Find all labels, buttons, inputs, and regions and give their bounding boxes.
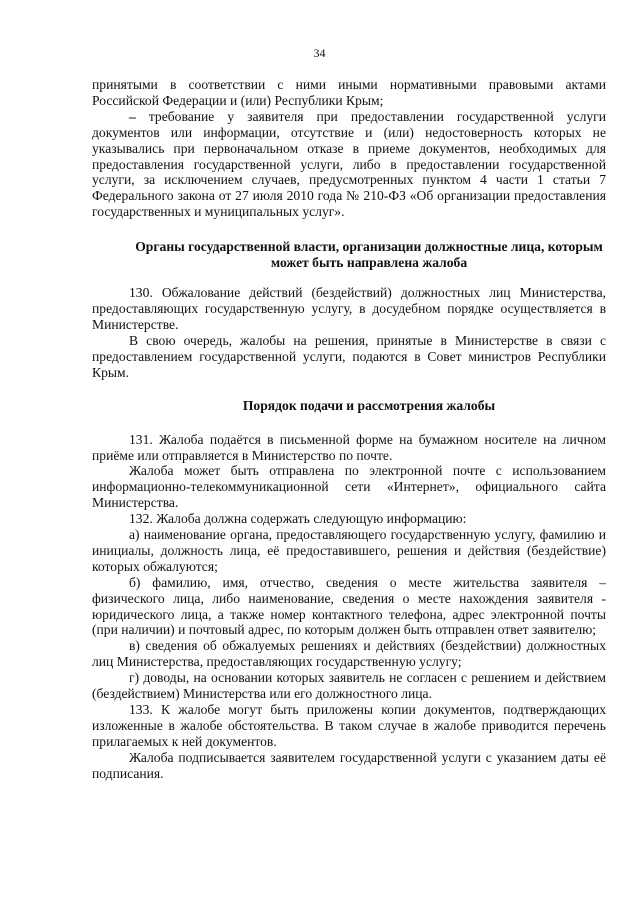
- paragraph-requirement: [92, 109, 606, 220]
- paragraph-email: Жалоба может быть отправлена по электронной почте с использованием информационно-телекоммуникационной сети «Интернет», официального сайта Министерства.: [92, 463, 606, 511]
- page-number: 34: [313, 46, 326, 60]
- list-item-g: г) доводы, на основании которых заявитель не согласен с решением и действием (бездействием) Министерства или его должностного лица.: [92, 670, 606, 702]
- paragraph-132: 132. Жалоба должна содержать следующую информацию:: [129, 511, 467, 527]
- section-heading-authorities: Органы государственной власти, организации должностные лица, которым может быть направлена жалоба: [135, 239, 603, 271]
- document-body: [92, 77, 606, 782]
- paragraph-131: 131. Жалоба подаётся в письменной форме на бумажном носителе на личном приёме или отправляется в Министерство по почте.: [92, 431, 606, 463]
- paragraph-continuation: принятыми в соответствии с ними иными нормативными правовыми актами Российской Федерации и (или) Республики Крым;: [92, 77, 606, 108]
- section-heading-procedure: Порядок подачи и рассмотрения жалобы: [242, 397, 496, 413]
- list-item-a: а) наименование органа, предоставляющего государственную услугу, фамилию и инициалы, должность лица, её предоставившего, решения и действия (бездействие) которых обжалуются;: [92, 527, 606, 574]
- paragraph-council: В свою очередь, жалобы на решения, принятые в Министерстве в связи с предоставлением государственной услуги, подаются в Совет министров Республики Крым.: [92, 332, 606, 380]
- paragraph-signature: Жалоба подписывается заявителем государственной услуги с указанием даты её подписания.: [92, 749, 606, 781]
- list-item-b: б) фамилию, имя, отчество, сведения о месте жительства заявителя – физического лица, либо наименование, сведения о месте нахождения заявителя - юридического лица, а также номер контактного телефона, адрес электронной почты (при наличии) и почтовый адрес, по которым должен быть отправлен ответ заявителю;: [92, 574, 606, 638]
- paragraph-133: 133. К жалобе могут быть приложены копии документов, подтверждающих изложенные в жалобе обстоятельства. В таком случае в жалобе приводится перечень прилагаемых к ней документов.: [92, 702, 606, 749]
- paragraph-requirement-text: требование у заявителя при предоставлении государственной услуги документов или информации, отсутствие и (или) недостоверность которых не указывались при первоначальном отказе в приеме документов, необходимых для предоставления государственной услуги, либо в предоставлении государственной услуги, за исключением случаев, предусмотренных пунктом 4 части 1 статьи 7 Федерального закона от 27 июля 2010 года № 210-ФЗ «Об организации предоставления государственных и муниципальных услуг».: [92, 108, 607, 220]
- list-item-v: в) сведения об обжалуемых решениях и действиях (бездействии) должностных лиц Министерства, предоставляющих государственную услугу;: [92, 638, 606, 670]
- paragraph-130: 130. Обжалование действий (бездействий) должностных лиц Министерства, предоставляющих государственную услугу, в досудебном порядке осуществляется в Министерстве.: [92, 285, 606, 332]
- dash-marker: –: [129, 108, 136, 124]
